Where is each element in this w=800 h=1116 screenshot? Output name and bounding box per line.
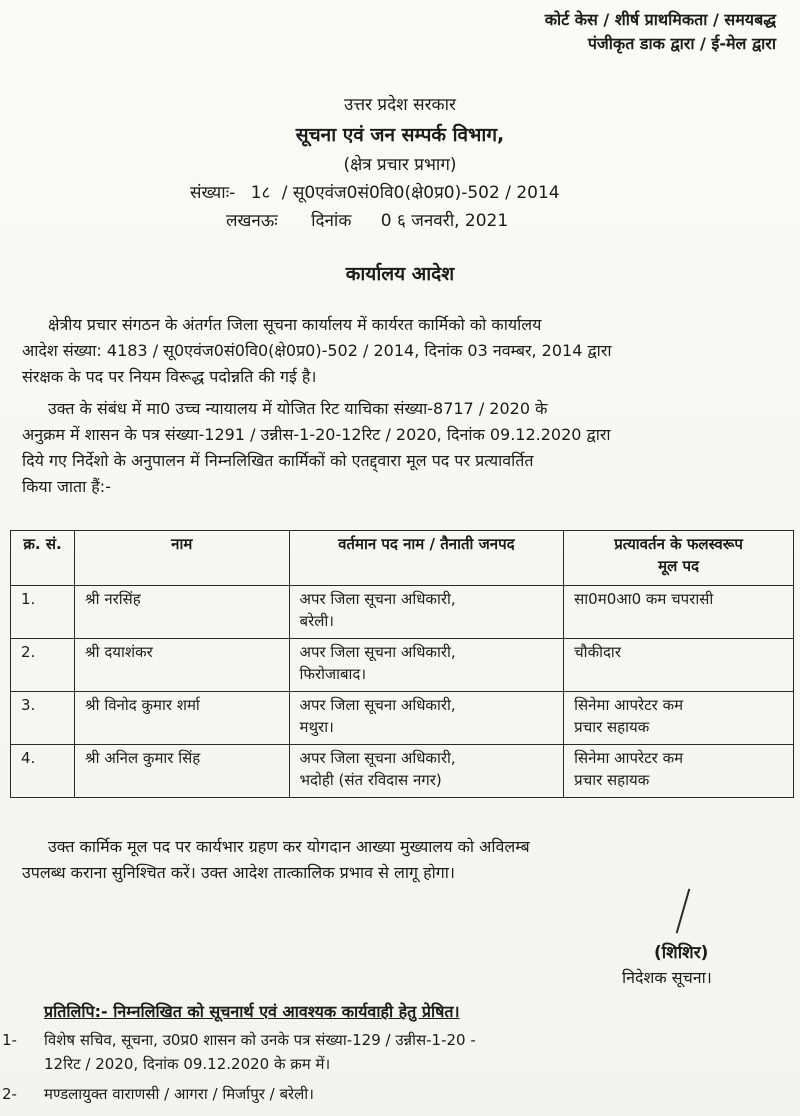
paragraph-1-line: क्षेत्रीय प्रचार संगठन के अंतर्गत जिला सूचना कार्यालय में कार्यरत कार्मिको को कार्यालय bbox=[48, 315, 542, 334]
cell-reversion bbox=[564, 639, 794, 692]
copy-item-line-1: मण्डलायुक्त वाराणसी / आगरा / मिर्जापुर / बरेली। bbox=[44, 1085, 314, 1103]
copy-heading: प्रतिलिपि:- निम्नलिखित को सूचनार्थ एवं आवश्यक कार्यवाही हेतु प्रेषित। bbox=[44, 1002, 460, 1021]
government-name: उत्तर प्रदेश सरकार bbox=[344, 95, 456, 115]
cell-reversion-line-2: प्रचार सहायक bbox=[574, 771, 650, 789]
signatory-name: (शिशिर) bbox=[654, 943, 709, 963]
cell-post-line-1: अपर जिला सूचना अधिकारी, bbox=[299, 696, 456, 714]
cell-post bbox=[289, 639, 564, 692]
date-label: दिनांक bbox=[311, 211, 352, 231]
copy-item-2 bbox=[2, 1082, 314, 1106]
cell-post-line-2: फिरोजाबाद। bbox=[299, 665, 367, 683]
header-reversion-line-1: प्रत्यावर्तन के फलस्वरूप bbox=[614, 535, 743, 553]
cell-post-line-2: भदोही (संत रविदास नगर) bbox=[299, 771, 442, 789]
paragraph-3-line: उक्त कार्मिक मूल पद पर कार्यभार ग्रहण कर योगदान आख्या मुख्यालय को अविलम्ब bbox=[48, 837, 530, 856]
cell-reversion bbox=[564, 586, 794, 639]
cell-sn: 3. bbox=[11, 692, 75, 745]
order-title: कार्यालय आदेश bbox=[345, 263, 455, 285]
table-row bbox=[11, 586, 794, 639]
header-reversion-line-2: मूल पद bbox=[658, 557, 699, 575]
cell-post bbox=[289, 745, 564, 798]
paragraph-2-line: उक्त के संबंध में मा0 उच्च न्यायालय में योजित रिट याचिका संख्या-8717 / 2020 के bbox=[48, 399, 548, 418]
paragraph-1-line: आदेश संख्या: 4183 / सू0एवंज0सं0वि0(क्षे0प्र0)-502 / 2014, दिनांक 03 नवम्बर, 2014 द्वारा bbox=[22, 341, 612, 360]
table-header-row bbox=[11, 531, 794, 586]
cell-post-line-2: बरेली। bbox=[299, 612, 334, 630]
cell-post-line-2: मथुरा। bbox=[299, 718, 334, 736]
cell-post bbox=[289, 586, 564, 639]
cell-sn: 2. bbox=[11, 639, 75, 692]
signatory-designation: निदेशक सूचना। bbox=[622, 968, 712, 987]
cell-reversion bbox=[564, 745, 794, 798]
number-ref: / सू0एवंज0सं0वि0(क्षे0प्र0)-502 / 2014 bbox=[281, 183, 560, 203]
signature-mark bbox=[676, 889, 691, 934]
cell-reversion-line-2: प्रचार सहायक bbox=[574, 718, 650, 736]
paragraph-3-line: उपलब्ध कराना सुनिश्चित करें। उक्त आदेश तात्कालिक प्रभाव से लागू होगा। bbox=[22, 863, 455, 882]
cell-post bbox=[289, 692, 564, 745]
reference-number bbox=[190, 182, 560, 204]
number-value: 1८ bbox=[250, 183, 271, 203]
paragraph-1 bbox=[22, 312, 778, 390]
priority-line-2: पंजीकृत डाक द्वारा / ई-मेल द्वारा bbox=[587, 34, 776, 53]
header-sn: क्र. सं. bbox=[11, 531, 75, 586]
place: लखनऊः bbox=[226, 211, 278, 231]
copy-item-number: 2- bbox=[2, 1085, 17, 1103]
paragraph-1-line: संरक्षक के पद पर नियम विरूद्ध पदोन्नति की गई है। bbox=[22, 367, 317, 386]
table-row bbox=[11, 692, 794, 745]
copy-item-1 bbox=[2, 1028, 476, 1076]
paragraph-2 bbox=[22, 396, 778, 500]
cell-name: श्री अनिल कुमार सिंह bbox=[75, 745, 289, 798]
copy-item-line-2: 12रिट / 2020, दिनांक 09.12.2020 के क्रम में। bbox=[44, 1055, 331, 1073]
cell-sn: 1. bbox=[11, 586, 75, 639]
paragraph-3 bbox=[22, 834, 778, 886]
date-value: 0 ६ जनवरी, 2021 bbox=[380, 211, 509, 231]
copy-item-number: 1- bbox=[2, 1031, 17, 1049]
reversion-table bbox=[10, 530, 794, 798]
paragraph-2-line: दिये गए निर्देशो के अनुपालन में निम्नलिखित कार्मिकों को एतद्द्वारा मूल पद पर प्रत्यावर्तित bbox=[22, 451, 534, 470]
cell-reversion-line-1: सिनेमा आपरेटर कम bbox=[574, 696, 684, 714]
paragraph-2-line: अनुक्रम में शासन के पत्र संख्या-1291 / उन्नीस-1-20-12रिट / 2020, दिनांक 09.12.2020 द्वारा bbox=[22, 425, 611, 444]
cell-post-line-1: अपर जिला सूचना अधिकारी, bbox=[299, 643, 456, 661]
paragraph-2-line: किया जाता हैं:- bbox=[22, 477, 111, 496]
priority-header bbox=[545, 8, 776, 56]
header-reversion bbox=[564, 531, 794, 586]
cell-sn: 4. bbox=[11, 745, 75, 798]
cell-reversion bbox=[564, 692, 794, 745]
department-name: सूचना एवं जन सम्पर्क विभाग, bbox=[295, 124, 505, 146]
copy-item-line-1: विशेष सचिव, सूचना, उ0प्र0 शासन को उनके पत्र संख्या-129 / उन्नीस-1-20 - bbox=[44, 1031, 476, 1049]
cell-reversion-line-1: सा0म0आ0 कम चपरासी bbox=[574, 590, 714, 608]
cell-reversion-line-1: सिनेमा आपरेटर कम bbox=[574, 749, 684, 767]
header-name: नाम bbox=[75, 531, 289, 586]
cell-post-line-1: अपर जिला सूचना अधिकारी, bbox=[299, 590, 456, 608]
cell-reversion-line-1: चौकीदार bbox=[574, 643, 621, 661]
cell-name: श्री दयाशंकर bbox=[75, 639, 289, 692]
cell-post-line-1: अपर जिला सूचना अधिकारी, bbox=[299, 749, 456, 767]
place-date bbox=[226, 210, 508, 232]
cell-name: श्री नरसिंह bbox=[75, 586, 289, 639]
table-row bbox=[11, 639, 794, 692]
header-post: वर्तमान पद नाम / तैनाती जनपद bbox=[289, 531, 564, 586]
section-name: (क्षेत्र प्रचार प्रभाग) bbox=[343, 155, 457, 175]
number-label: संख्याः- bbox=[190, 183, 236, 203]
table-row bbox=[11, 745, 794, 798]
cell-name: श्री विनोद कुमार शर्मा bbox=[75, 692, 289, 745]
priority-line-1: कोर्ट केस / शीर्ष प्राथमिकता / समयबद्ध bbox=[544, 10, 776, 29]
